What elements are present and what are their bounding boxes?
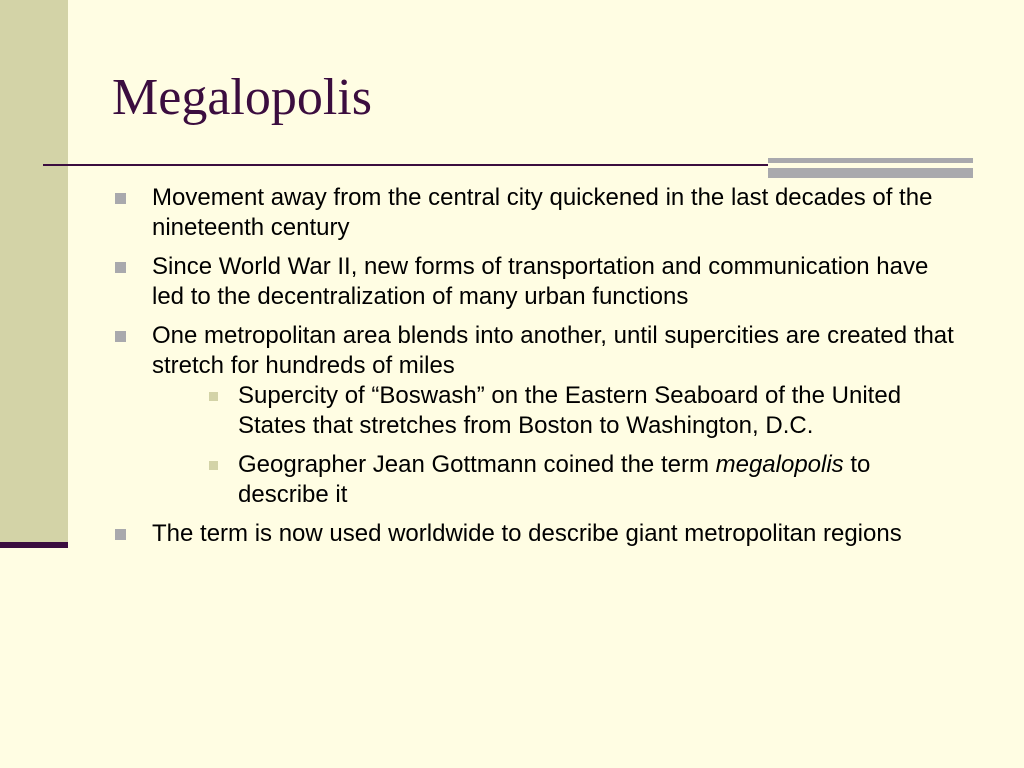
- bullet-text: The term is now used worldwide to describe giant metropolitan regions: [152, 520, 902, 547]
- gray-bar-thick: [768, 168, 973, 178]
- sub-bullet-text-after: to describe it: [238, 451, 871, 508]
- bullet-text: One metropolitan area blends into another, until supercities are created that stretch for hundreds of miles: [152, 322, 954, 379]
- gray-bar-thin: [768, 158, 973, 163]
- square-bullet-icon: [115, 331, 126, 342]
- sub-bullet-text: [152, 450, 962, 510]
- decorative-gray-bars: [768, 157, 973, 179]
- left-band-rule: [0, 542, 68, 548]
- square-bullet-icon: [115, 262, 126, 273]
- bullet-item: [112, 252, 962, 312]
- sub-bullet-text: Supercity of “Boswash” on the Eastern Seaboard of the United States that stretches from Boston to Washington, D.C.: [238, 382, 902, 439]
- slide-body: [112, 183, 962, 558]
- slide-title: Megalopolis: [112, 69, 372, 126]
- title-underline: [43, 164, 768, 166]
- bullet-item: [112, 321, 962, 510]
- square-bullet-icon: [115, 529, 126, 540]
- italic-term: megalopolis: [715, 451, 844, 478]
- sub-bullet-item: [152, 381, 962, 441]
- sub-bullet-text-before: Geographer Jean Gottmann coined the term: [238, 451, 716, 478]
- bullet-list: [112, 183, 962, 549]
- bullet-text: Movement away from the central city quickened in the last decades of the nineteenth century: [152, 184, 933, 241]
- square-bullet-icon: [115, 193, 126, 204]
- left-decorative-band: [0, 0, 68, 545]
- bullet-text: Since World War II, new forms of transportation and communication have led to the decentralization of many urban functions: [152, 253, 929, 310]
- bullet-item: [112, 519, 962, 549]
- sub-bullet-list: [152, 381, 962, 510]
- bullet-item: [112, 183, 962, 243]
- sub-bullet-item: [152, 450, 962, 510]
